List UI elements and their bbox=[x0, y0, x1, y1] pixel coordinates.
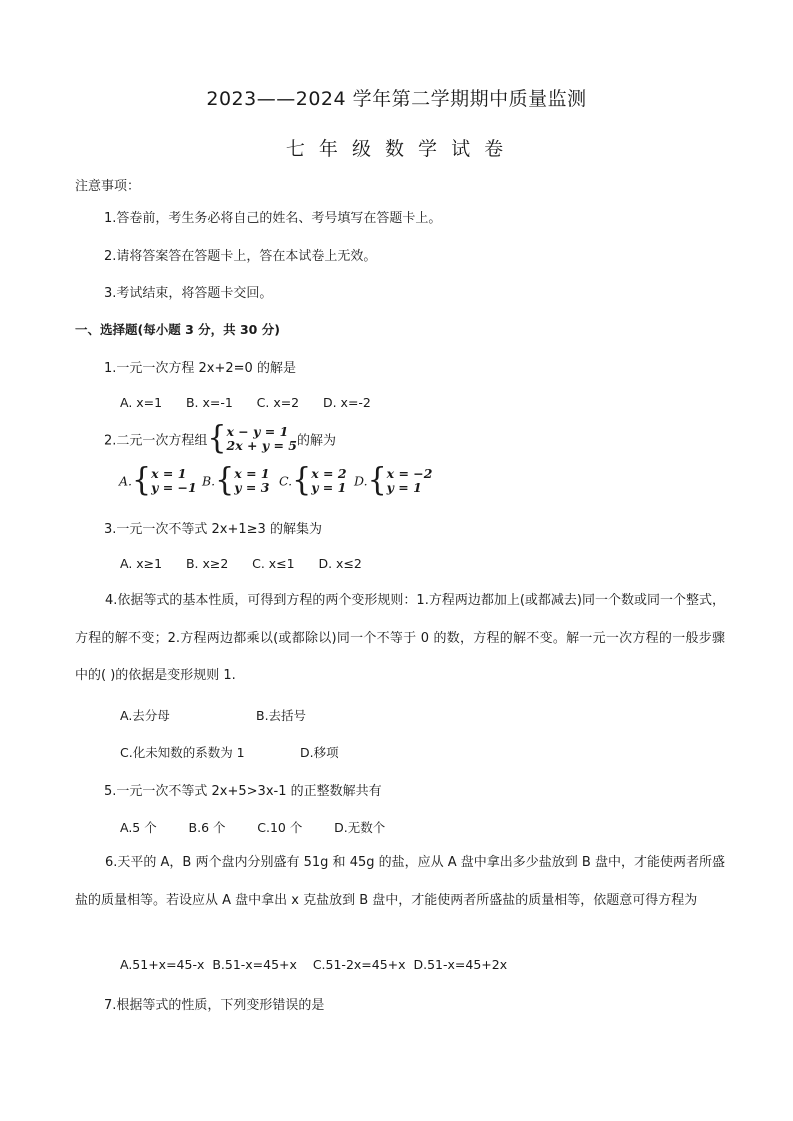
notice-item-2: 2.请将答案答在答题卡上，答在本试卷上无效。 bbox=[104, 249, 377, 264]
notice-heading: 注意事项： bbox=[75, 179, 141, 194]
brace-icon: { bbox=[132, 462, 152, 499]
q2-option-label: C. bbox=[279, 473, 293, 489]
q1-stem: 1.一元一次方程 2x+2=0 的解是 bbox=[104, 361, 296, 376]
q2-option-label: A. bbox=[119, 473, 133, 489]
q2-option-row: x = −2 bbox=[386, 466, 433, 481]
q2-option-row: y = 3 bbox=[234, 480, 270, 495]
q2-option-d bbox=[354, 462, 433, 499]
q2-system-row-2: 2x + y = 5 bbox=[226, 438, 297, 453]
q4-option-b: B.去括号 bbox=[256, 708, 307, 723]
notice-item-1: 1.答卷前，考生务必将自己的姓名、考号填写在答题卡上。 bbox=[104, 211, 442, 226]
q2-option-a bbox=[119, 462, 197, 499]
q4-option-d: D.移项 bbox=[300, 745, 339, 760]
q4-stem: 4.依据等式的基本性质，可得到方程的两个变形规则：1.方程两边都加上(或都减去)同一个数或同一个整式，方程的解不变；2.方程两边都乘以(或都除以)同一个不等于 0 的数，方程的解不变。解一元一次方程的一般步骤中的( )的依据是变形规则 1. bbox=[75, 593, 725, 683]
q7-stem: 7.根据等式的性质，下列变形错误的是 bbox=[104, 998, 325, 1013]
q2-option-row: y = 1 bbox=[311, 480, 347, 495]
brace-icon: { bbox=[215, 462, 235, 499]
q5-stem: 5.一元一次不等式 2x+5>3x-1 的正整数解共有 bbox=[104, 784, 382, 799]
q5-options: A.5 个 B.6 个 C.10 个 D.无数个 bbox=[120, 820, 386, 835]
q2-option-label: D. bbox=[354, 473, 368, 489]
brace-icon: { bbox=[292, 462, 312, 499]
q3-options: A. x≥1 B. x≥2 C. x≤1 D. x≤2 bbox=[120, 556, 362, 571]
notice-item-3: 3.考试结束，将答题卡交回。 bbox=[104, 286, 273, 301]
q2-system bbox=[207, 420, 297, 457]
q2-option-row: x = 1 bbox=[234, 466, 270, 481]
q2-option-c bbox=[279, 462, 347, 499]
q4-option-a: A.去分母 bbox=[120, 708, 170, 723]
q3-stem: 3.一元一次不等式 2x+1≥3 的解集为 bbox=[104, 522, 322, 537]
q6-stem: 6.天平的 A，B 两个盘内分别盛有 51g 和 45g 的盐，应从 A 盘中拿出多少盐放到 B 盘中，才能使两者所盛盐的质量相等。若设应从 A 盘中拿出 x 克盐放到 B 盘中，才能使两者所盛盐的质量相等，依题意可得方程为 bbox=[75, 855, 725, 908]
q2-option-row: y = 1 bbox=[386, 480, 422, 495]
q2-stem-prefix: 2.二元一次方程组 bbox=[104, 433, 208, 449]
q2-stem bbox=[104, 420, 336, 457]
exam-subtitle: 七 年 级 数 学 试 卷 bbox=[285, 138, 508, 160]
q2-stem-suffix: 的解为 bbox=[296, 433, 336, 449]
q2-option-row: x = 1 bbox=[151, 466, 187, 481]
q2-option-label: B. bbox=[202, 473, 216, 489]
exam-title: 2023——2024 学年第二学期期中质量监测 bbox=[206, 88, 587, 110]
q4-option-c: C.化未知数的系数为 1 bbox=[120, 745, 245, 760]
q2-option-b bbox=[202, 462, 270, 499]
q2-system-row-1: x − y = 1 bbox=[226, 424, 289, 439]
brace-icon: { bbox=[367, 462, 387, 499]
section-heading: 一、选择题(每小题 3 分，共 30 分) bbox=[75, 322, 280, 337]
q6-options: A.51+x=45-x B.51-x=45+x C.51-2x=45+x D.51-x=45+2x bbox=[120, 957, 508, 972]
q2-option-row: y = −1 bbox=[151, 480, 197, 495]
q1-options: A. x=1 B. x=-1 C. x=2 D. x=-2 bbox=[120, 395, 371, 410]
q2-option-row: x = 2 bbox=[311, 466, 347, 481]
brace-icon: { bbox=[207, 420, 227, 457]
